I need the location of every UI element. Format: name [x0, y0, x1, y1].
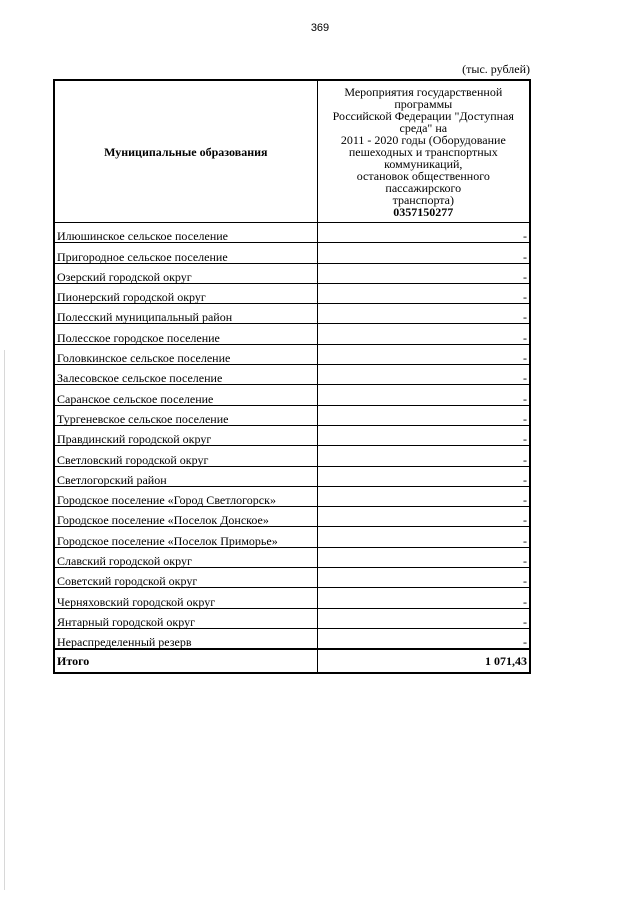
- header-program-text: [320, 86, 527, 206]
- municipality-value: -: [317, 405, 530, 425]
- municipality-name: Городское поселение «Город Светлогорск»: [54, 486, 317, 506]
- municipality-name: Нераспределенный резерв: [54, 628, 317, 649]
- municipality-value: -: [317, 588, 530, 608]
- total-row: [54, 649, 530, 673]
- municipality-name: Правдинский городской округ: [54, 425, 317, 445]
- table-row: [54, 547, 530, 567]
- municipality-value: -: [317, 324, 530, 344]
- scan-margin-line: [4, 350, 5, 890]
- municipality-name: Светловский городской округ: [54, 446, 317, 466]
- municipality-name: Озерский городской округ: [54, 263, 317, 283]
- table-row: [54, 466, 530, 486]
- municipality-value: -: [317, 283, 530, 303]
- municipality-value: -: [317, 527, 530, 547]
- municipality-value: -: [317, 466, 530, 486]
- municipality-name: Пионерский городской округ: [54, 283, 317, 303]
- municipality-value: -: [317, 486, 530, 506]
- municipality-value: -: [317, 365, 530, 385]
- municipality-name: Славский городской округ: [54, 547, 317, 567]
- table-header-row: [54, 80, 530, 223]
- municipality-name: Тургеневское сельское поселение: [54, 405, 317, 425]
- municipality-value: -: [317, 628, 530, 649]
- municipality-name: Головкинское сельское поселение: [54, 344, 317, 364]
- header-program-line: остановок общественного пассажирского: [356, 168, 490, 195]
- municipality-value: -: [317, 243, 530, 263]
- page-number: 369: [310, 22, 330, 34]
- table-row: [54, 405, 530, 425]
- header-program-line: Российской Федерации "Доступная среда" на: [332, 108, 514, 135]
- table-row: [54, 486, 530, 506]
- table-row: [54, 304, 530, 324]
- table-row: [54, 324, 530, 344]
- budget-table: [53, 79, 531, 674]
- municipality-value: -: [317, 385, 530, 405]
- municipality-name: Полесский муниципальный район: [54, 304, 317, 324]
- municipality-value: -: [317, 446, 530, 466]
- municipality-name: Пригородное сельское поселение: [54, 243, 317, 263]
- table-row: [54, 588, 530, 608]
- table-row: [54, 365, 530, 385]
- table-row: [54, 628, 530, 649]
- municipality-value: -: [317, 507, 530, 527]
- municipality-name: Полесское городское поселение: [54, 324, 317, 344]
- table-row: [54, 283, 530, 303]
- table-row: [54, 425, 530, 445]
- municipality-value: -: [317, 547, 530, 567]
- municipality-value: -: [317, 304, 530, 324]
- municipality-value: -: [317, 223, 530, 243]
- municipality-name: Городское поселение «Поселок Приморье»: [54, 527, 317, 547]
- header-program-line: пешеходных и транспортных коммуникаций,: [348, 144, 498, 171]
- municipality-value: -: [317, 425, 530, 445]
- table-row: [54, 223, 530, 243]
- header-program-description: [317, 80, 530, 223]
- municipality-name: Светлогорский район: [54, 466, 317, 486]
- header-program-line: Мероприятия государственной программы: [344, 84, 503, 111]
- municipality-value: -: [317, 263, 530, 283]
- municipality-value: -: [317, 568, 530, 588]
- table-row: [54, 527, 530, 547]
- table-row: [54, 385, 530, 405]
- table-row: [54, 507, 530, 527]
- table-row: [54, 243, 530, 263]
- table-row: [54, 608, 530, 628]
- units-note: (тыс. рублей): [462, 62, 530, 76]
- table-row: [54, 568, 530, 588]
- total-label: Итого: [54, 649, 317, 673]
- table-row: [54, 263, 530, 283]
- header-program-line: 2011 - 2020 годы (Оборудование: [340, 132, 506, 147]
- municipality-name: Залесовское сельское поселение: [54, 365, 317, 385]
- table-row: [54, 446, 530, 466]
- header-municipalities: Муниципальные образования: [54, 80, 317, 223]
- municipality-name: Советский городской округ: [54, 568, 317, 588]
- municipality-name: Городское поселение «Поселок Донское»: [54, 507, 317, 527]
- header-program-code: 0357150277: [393, 204, 454, 219]
- municipality-value: -: [317, 344, 530, 364]
- municipality-name: Черняховский городской округ: [54, 588, 317, 608]
- municipality-name: Янтарный городской округ: [54, 608, 317, 628]
- municipality-name: Илюшинское сельское поселение: [54, 223, 317, 243]
- table-row: [54, 344, 530, 364]
- header-program-line: транспорта): [392, 192, 455, 207]
- municipality-value: -: [317, 608, 530, 628]
- municipality-name: Саранское сельское поселение: [54, 385, 317, 405]
- total-value: 1 071,43: [317, 649, 530, 673]
